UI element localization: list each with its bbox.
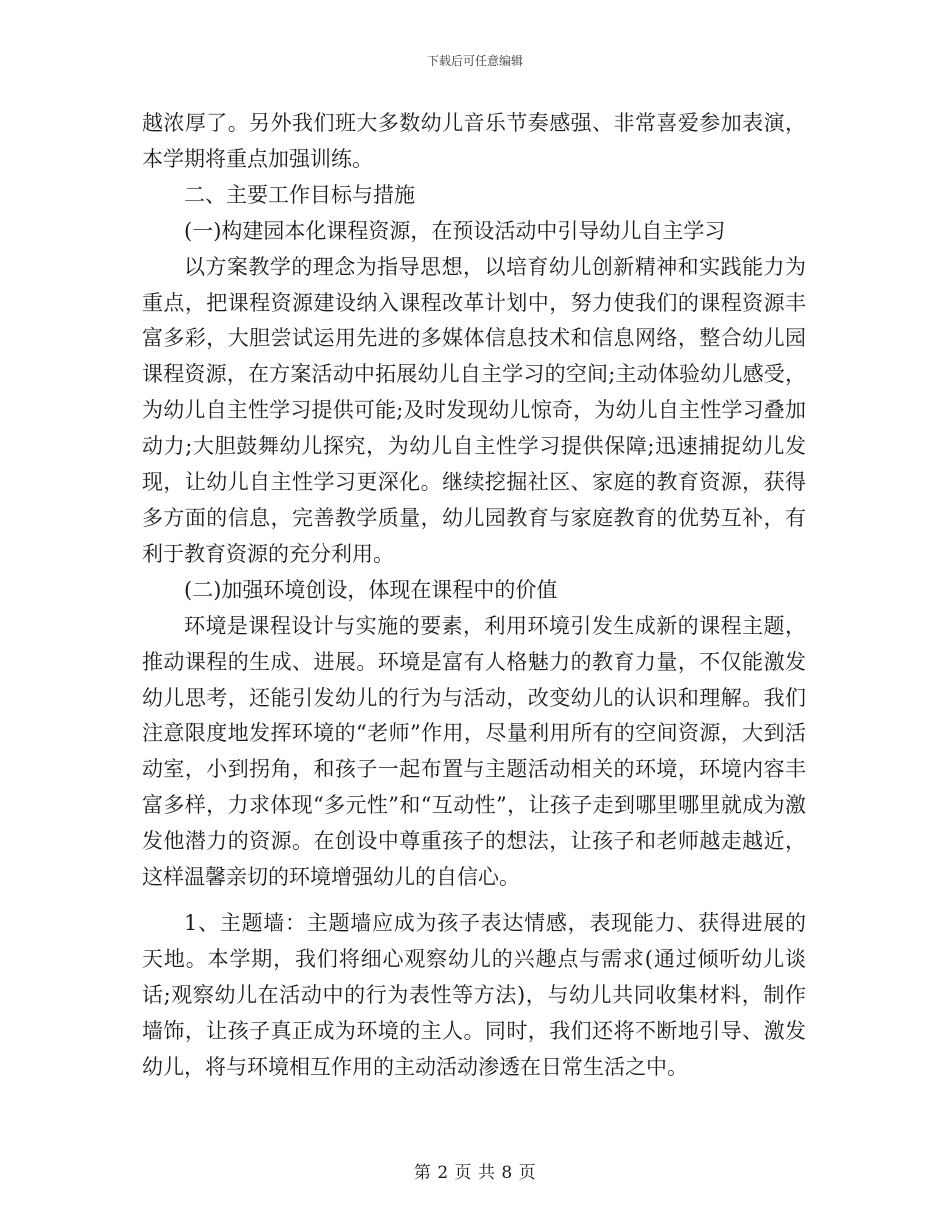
paragraph-curriculum-resources: 以方案教学的理念为指导思想，以培育幼儿创新精神和实践能力为重点，把课程资源建设纳入课程改革计划中，努力使我们的课程资源丰富多彩，大胆尝试运用先进的多媒体信息技术和信息网络，整合幼儿园课程资源，在方案活动中拓展幼儿自主学习的空间;主动体验幼儿感受，为幼儿自主性学习提供可能;及时发现幼儿惊奇，为幼儿自主性学习叠加动力;大胆鼓舞幼儿探究，为幼儿自主性学习提供保障;迅速捕捉幼儿发现，让幼儿自主性学习更深化。继续挖掘社区、家庭的教育资源，获得多方面的信息，完善教学质量，幼儿园教育与家庭教育的优势互补，有利于教育资源的充分利用。 <box>142 254 806 566</box>
paragraph-gap <box>142 896 806 906</box>
paragraph-theme-wall: 1、主题墙：主题墙应成为孩子表达情感，表现能力、获得进展的天地。本学期，我们将细心观察幼儿的兴趣点与需求(通过倾听幼儿谈话;观察幼儿在活动中的行为表性等方法)，与幼儿共同收集材料，制作墙饰，让孩子真正成为环境的主人。同时，我们还将不断地引导、激发幼儿，将与环境相互作用的主动活动渗透在日常生活之中。 <box>142 910 806 1079</box>
document-body <box>142 106 806 1085</box>
paragraph-environment: 环境是课程设计与实施的要素，利用环境引发生成新的课程主题，推动课程的生成、进展。环境是富有人格魅力的教育力量，不仅能激发幼儿思考，还能引发幼儿的行为与活动，改变幼儿的认识和理解。我们注意限度地发挥环境的“老师”作用，尽量利用所有的空间资源，大到活动室，小到拐角，和孩子一起布置与主题活动相关的环境，环境内容丰富多样，力求体现“多元性”和“互动性”，让孩子走到哪里哪里就成为激发他潜力的资源。在创设中尊重孩子的想法，让孩子和老师越走越近，这样温馨亲切的环境增强幼儿的自信心。 <box>142 613 806 890</box>
section-heading: 二、主要工作目标与措施 <box>184 182 415 207</box>
subsection-heading-1: (一)构建园本化课程资源，在预设活动中引导幼儿自主学习 <box>184 218 726 243</box>
subsection-heading-2: (二)加强环境创设，体现在课程中的价值 <box>184 577 558 602</box>
page-number: 第 2 页 共 8 页 <box>413 1163 537 1183</box>
paragraph-continuation: 越浓厚了。另外我们班大多数幼儿音乐节奏感强、非常喜爱参加表演，本学期将重点加强训练。 <box>142 111 806 171</box>
page-header: 下载后可任意编辑 <box>426 54 523 68</box>
